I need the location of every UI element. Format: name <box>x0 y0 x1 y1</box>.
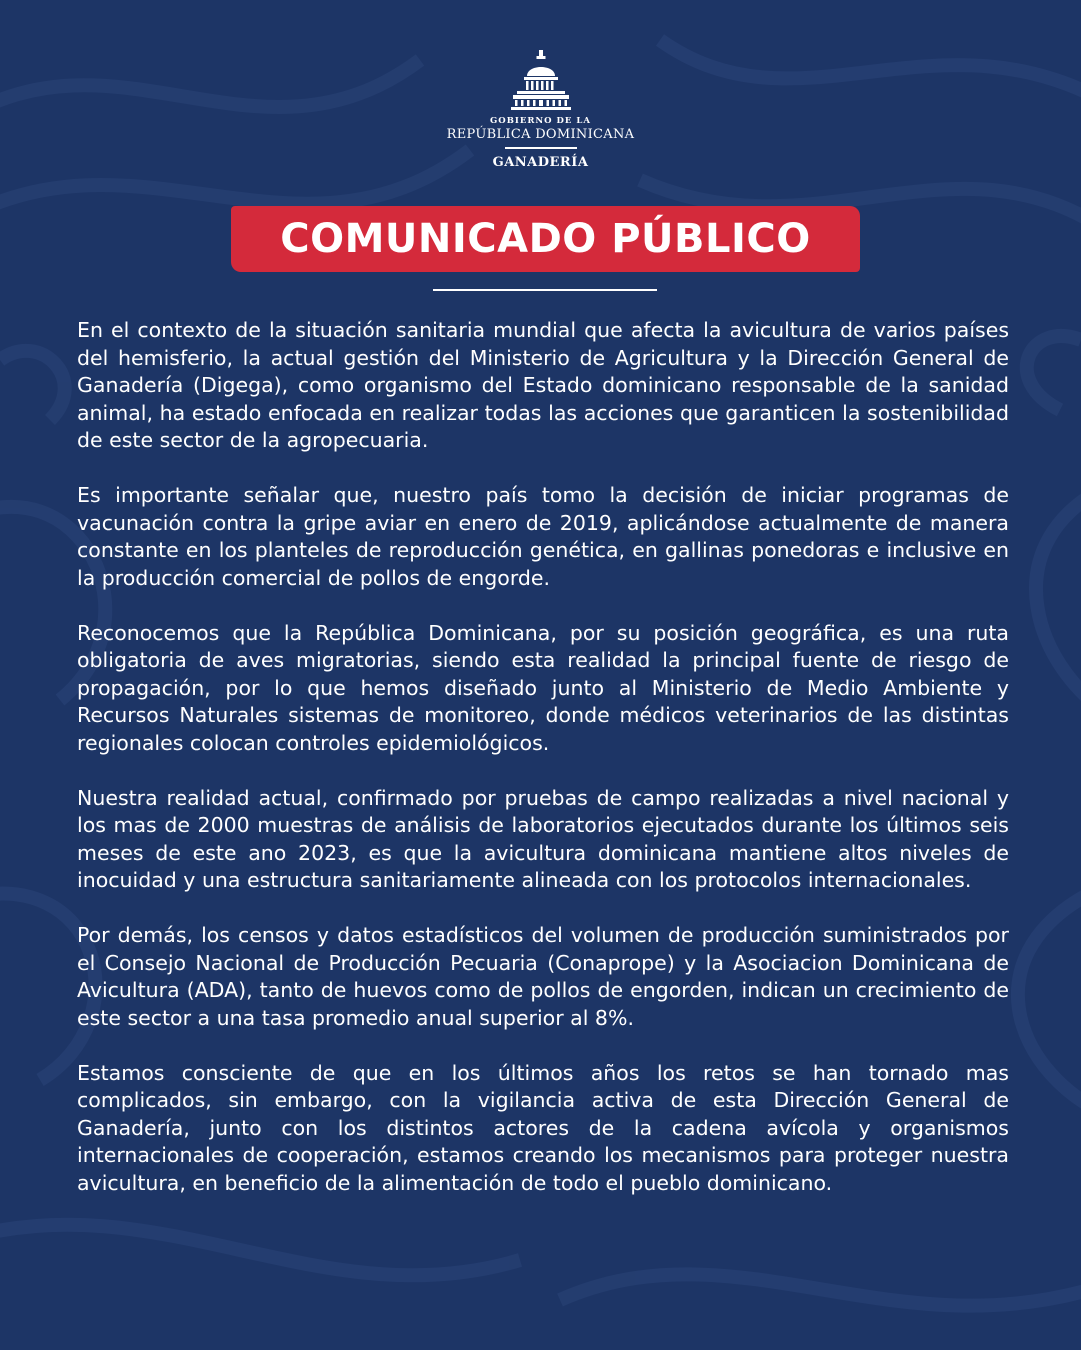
logo-divider <box>505 147 577 149</box>
paragraph-1: En el contexto de la situación sanitaria mundial que afecta la avicultura de varios países del hemisferio, la actual gestión del Ministerio de Agricultura y la Dirección General de Ganadería (Digega), como organismo del Estado dominicano responsable de la sanidad animal, ha estado enfocada en realizar todas las acciones que garanticen la sostenibilidad de este sector de la agropecuaria. <box>77 318 1009 452</box>
gov-line-2: REPÚBLICA DOMINICANA <box>446 127 635 142</box>
title-divider <box>433 289 657 291</box>
paragraph-2: Es importante señalar que, nuestro país tomo la decisión de iniciar programas de vacunación contra la gripe aviar en enero de 2019, aplicándose actualmente de manera constante en los planteles de reproducción genética, en gallinas ponedoras e inclusive en la producción comercial de pollos de engorde. <box>77 483 1009 590</box>
government-logo <box>0 50 1081 170</box>
title-banner <box>231 206 860 272</box>
gov-line-1: GOBIERNO DE LA <box>490 116 591 126</box>
paragraph-6: Estamos consciente de que en los últimos años los retos se han tornado mas complicados, sin embargo, con la vigilancia activa de esta Dirección General de Ganadería, junto con los distintos actores de la cadena avícola y organismos internacionales de cooperación, estamos creando los mecanismos para proteger nuestra avicultura, en beneficio de la alimentación de todo el pueblo dominicano. <box>77 1060 1009 1195</box>
page-title: COMUNICADO PÚBLICO <box>280 216 811 262</box>
communique-body <box>77 317 1009 1225</box>
capitol-dome-icon <box>509 50 573 110</box>
paragraph-4: Nuestra realidad actual, confirmado por pruebas de campo realizadas a nivel nacional y los mas de 2000 muestras de análisis de laboratorios ejecutados durante los últimos seis meses de este ano 2023, es que la avicultura dominicana mantiene altos niveles de inocuidad y una estructura sanitariamente alineada con los protocolos internacionales. <box>77 785 1009 892</box>
paragraph-3: Reconocemos que la República Dominicana, por su posición geográfica, es una ruta obligatoria de aves migratorias, siendo esta realidad la principal fuente de riesgo de propagación, por lo que hemos diseñado junto al Ministerio de Medio Ambiente y Recursos Naturales sistemas de monitoreo, donde médicos veterinarios de las distintas regionales colocan controles epidemiológicos. <box>77 620 1009 755</box>
paragraph-5: Por demás, los censos y datos estadísticos del volumen de producción suministrados por el Consejo Nacional de Producción Pecuaria (Conaprope) y la Asociacion Dominicana de Avicultura (ADA), tanto de huevos como de pollos de engorden, indican un crecimiento de este sector a una tasa promedio anual superior al 8%. <box>77 923 1009 1030</box>
gov-line-3: GANADERÍA <box>492 154 589 170</box>
